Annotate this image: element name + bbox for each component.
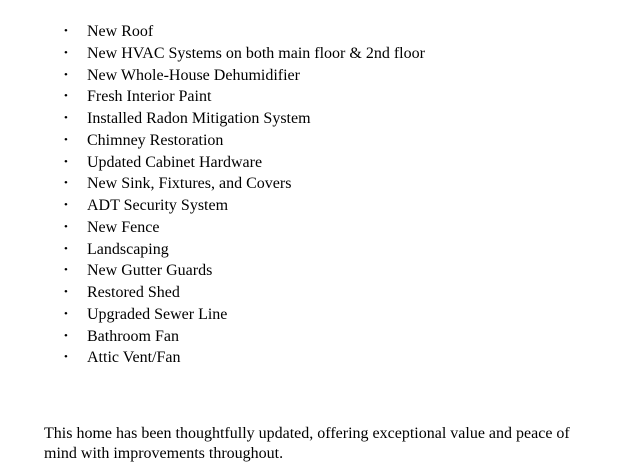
list-item-text: ADT Security System bbox=[87, 197, 229, 214]
list-item-text: New Sink, Fixtures, and Covers bbox=[87, 175, 292, 193]
bullet-icon: • bbox=[64, 286, 68, 298]
list-item-text: New Roof bbox=[87, 23, 154, 40]
list-item-text: Installed Radon Mitigation System bbox=[87, 110, 311, 127]
list-item bbox=[0, 239, 640, 261]
bullet-icon: • bbox=[64, 25, 68, 37]
list-item bbox=[0, 326, 640, 348]
list-item-text: Updated Cabinet Hardware bbox=[87, 153, 263, 171]
list-item-text: Landscaping bbox=[87, 240, 169, 258]
list-item-text: Bathroom Fan bbox=[87, 327, 179, 345]
bullet-icon: • bbox=[64, 133, 68, 146]
bullet-icon: • bbox=[64, 351, 68, 364]
list-item bbox=[0, 65, 640, 87]
list-item bbox=[0, 195, 640, 217]
bullet-icon: • bbox=[64, 199, 68, 211]
list-item bbox=[0, 21, 640, 43]
list-item bbox=[0, 130, 640, 152]
list-item-text: New Fence bbox=[87, 218, 160, 236]
list-item-text: Chimney Restoration bbox=[87, 131, 224, 149]
list-item bbox=[0, 86, 640, 108]
list-item bbox=[0, 347, 640, 369]
list-item-text: New Gutter Guards bbox=[87, 262, 213, 280]
list-item bbox=[0, 304, 640, 326]
bullet-icon: • bbox=[64, 242, 68, 255]
bullet-icon: • bbox=[64, 177, 68, 190]
bullet-icon: • bbox=[64, 307, 68, 320]
list-item bbox=[0, 217, 640, 239]
list-item-text: Upgraded Sewer Line bbox=[87, 305, 228, 323]
list-item bbox=[0, 43, 640, 65]
list-item-text: Attic Vent/Fan bbox=[87, 349, 181, 367]
list-item bbox=[0, 282, 640, 304]
bullet-icon: • bbox=[64, 264, 68, 277]
list-item-text: Restored Shed bbox=[87, 284, 180, 301]
bullet-icon: • bbox=[64, 46, 68, 59]
list-item-text: Fresh Interior Paint bbox=[87, 88, 212, 106]
bullet-icon: • bbox=[64, 329, 68, 342]
bullet-icon: • bbox=[64, 90, 68, 103]
list-item-text: New HVAC Systems on both main floor & 2nd floor bbox=[87, 44, 425, 62]
list-item-text: New Whole-House Dehumidifier bbox=[87, 66, 300, 84]
improvements-list bbox=[0, 21, 640, 369]
bullet-icon: • bbox=[64, 112, 68, 124]
bullet-icon: • bbox=[64, 155, 68, 168]
bullet-icon: • bbox=[64, 220, 68, 233]
list-item bbox=[0, 108, 640, 130]
list-item bbox=[0, 260, 640, 282]
list-item bbox=[0, 173, 640, 195]
bullet-icon: • bbox=[64, 68, 68, 81]
list-item bbox=[0, 152, 640, 174]
summary-paragraph: This home has been thoughtfully updated, offering exceptional value and peace of mind with improvements throughout. bbox=[44, 425, 570, 462]
